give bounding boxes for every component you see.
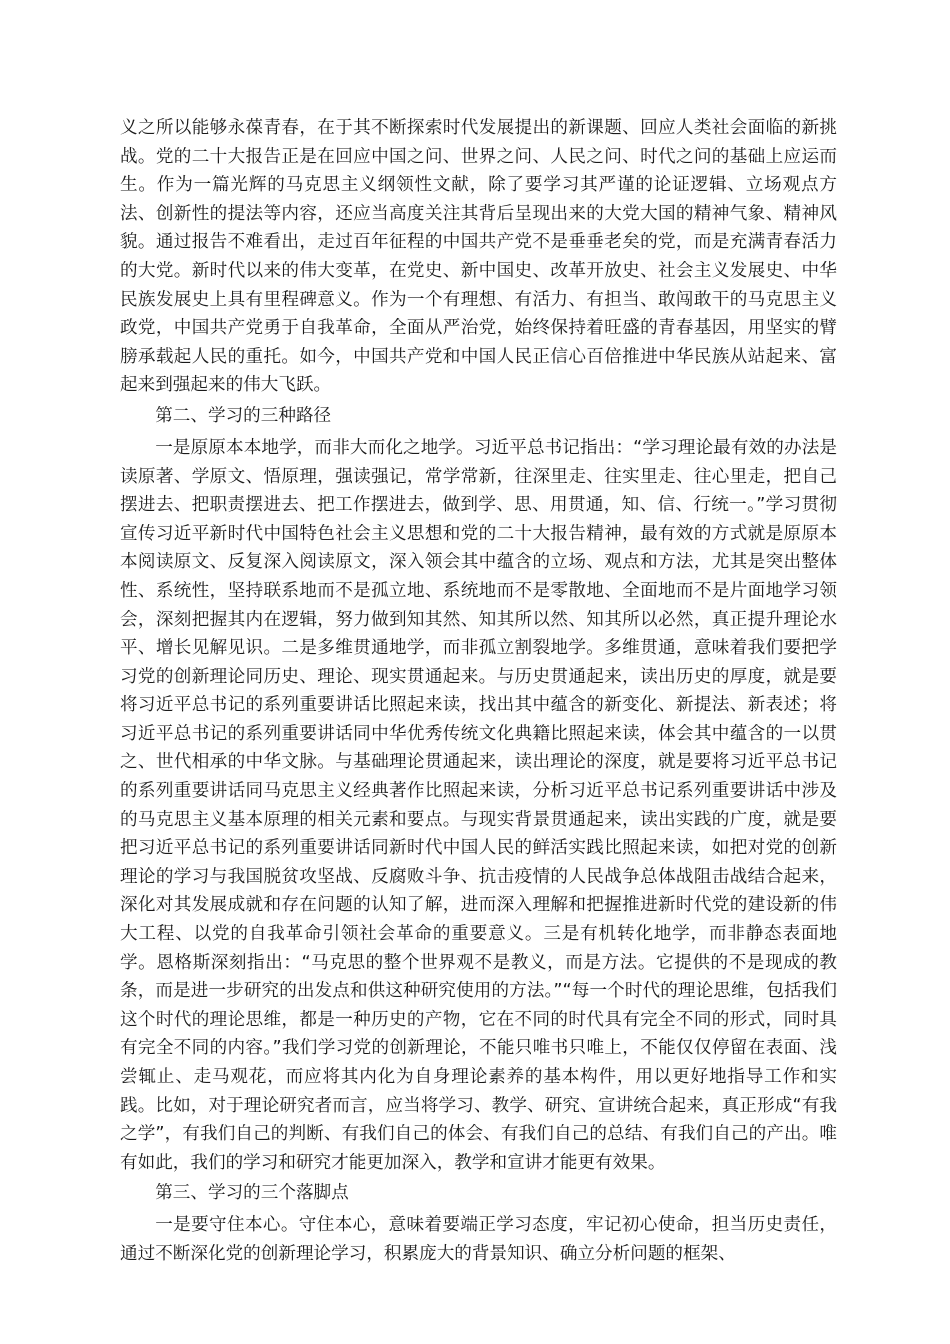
body-paragraph-3: 一是要守住本心。守住本心，意味着要端正学习态度，牢记初心使命，担当历史责任，通过不断深化党的创新理论学习，积累庞大的背景知识、确立分析问题的框架、 — [120, 1215, 837, 1264]
section-heading-2: 第二、学习的三种路径 — [155, 405, 332, 426]
document-body — [120, 114, 837, 1269]
section-heading-3: 第三、学习的三个落脚点 — [155, 1183, 349, 1204]
body-paragraph-1: 义之所以能够永葆青春，在于其不断探索时代发展提出的新课题、回应人类社会面临的新挑战。党的二十大报告正是在回应中国之问、世界之问、人民之问、时代之问的基础上应运而生。作为一篇光辉的马克思主义纲领性文献，除了要学习其严谨的论证逻辑、立场观点方法、创新性的提法等内容，还应当高度关注其背后呈现出来的大党大国的精神气象、精神风貌。通过报告不难看出，走过百年征程的中国共产党不是垂垂老矣的党，而是充满青春活力的大党。新时代以来的伟大变革，在党史、新中国史、改革开放史、社会主义发展史、中华民族发展史上具有里程碑意义。作为一个有理想、有活力、有担当、敢闯敢干的马克思主义政党，中国共产党勇于自我革命，全面从严治党，始终保持着旺盛的青春基因，用坚实的臂膀承载起人民的重托。如今，中国共产党和中国人民正信心百倍推进中华民族从站起来、富起来到强起来的伟大飞跃。 — [120, 118, 837, 396]
body-paragraph-2: 一是原原本本地学，而非大而化之地学。习近平总书记指出：“学习理论最有效的办法是读原著、学原文、悟原理，强读强记，常学常新，往深里走、往实里走、往心里走，把自己摆进去、把职责摆进去、把工作摆进去，做到学、思、用贯通，知、信、行统一。”学习贯彻宣传习近平新时代中国特色社会主义思想和党的二十大报告精神，最有效的方式就是原原本本阅读原文、反复深入阅读原文，深入领会其中蕴含的立场、观点和方法，尤其是突出整体性、系统性，坚持联系地而不是孤立地、系统地而不是零散地、全面地而不是片面地学习领会，深刻把握其内在逻辑，努力做到知其然、知其所以然、知其所以必然，真正提升理论水平、增长见解见识。二是多维贯通地学，而非孤立割裂地学。多维贯通，意味着我们要把学习党的创新理论同历史、理论、现实贯通起来。与历史贯通起来，读出历史的厚度，就是要将习近平总书记的系列重要讲话比照起来读，找出其中蕴含的新变化、新提法、新表述；将习近平总书记的系列重要讲话同中华优秀传统文化典籍比照起来读，体会其中蕴含的一以贯之、世代相承的中华文脉。与基础理论贯通起来，读出理论的深度，就是要将习近平总书记的系列重要讲话同马克思主义经典著作比照起来读，分析习近平总书记系列重要讲话中涉及的马克思主义基本原理的相关元素和要点。与现实背景贯通起来，读出实践的广度，就是要把习近平总书记的系列重要讲话同新时代中国人民的鲜活实践比照起来读，如把对党的创新理论的学习与我国脱贫攻坚战、反腐败斗争、抗击疫情的人民战争总体战阻击战结合起来，深化对其发展成就和存在问题的认知了解，进而深入理解和把握推进新时代党的建设新的伟大工程、以党的自我革命引领社会革命的重要意义。三是有机转化地学，而非静态表面地学。恩格斯深刻指出：“马克思的整个世界观不是教义，而是方法。它提供的不是现成的教条，而是进一步研究的出发点和供这种研究使用的方法。”“每一个时代的理论思维，包括我们这个时代的理论思维，都是一种历史的产物，它在不同的时代具有完全不同的形式，同时具有完全不同的内容。”我们学习党的创新理论，不能只唯书只唯上，不能仅仅停留在表面、浅尝辄止、走马观花，而应将其内化为自身理论素养的基本构件，用以更好地指导工作和实践。比如，对于理论研究者而言，应当将学习、教学、研究、宣讲统合起来，真正形成“有我之学”，有我们自己的判断、有我们自己的体会、有我们自己的总结、有我们自己的产出。唯有如此，我们的学习和研究才能更加深入，教学和宣讲才能更有效果。 — [120, 437, 837, 1173]
